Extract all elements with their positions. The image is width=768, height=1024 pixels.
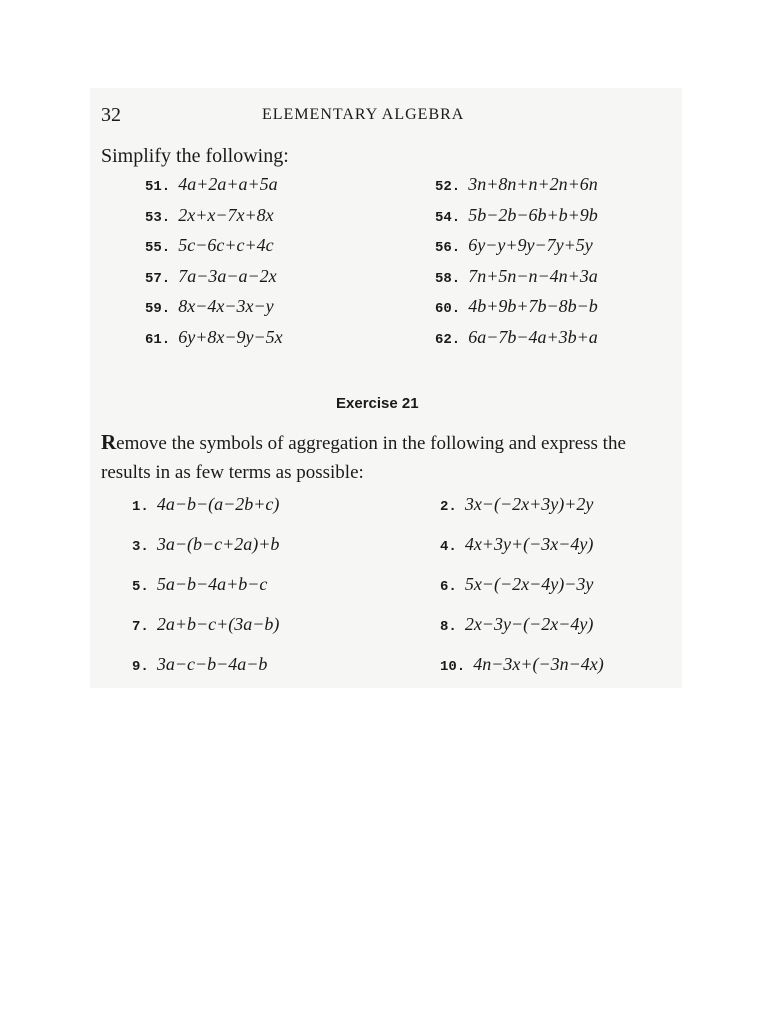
problem-number: 7. <box>132 619 149 635</box>
problem-item <box>435 327 725 358</box>
exercise-title: Exercise 21 <box>336 395 419 412</box>
problem-expression: 6y−y+9y−7y+5y <box>468 235 593 255</box>
problem-expression: 3x−(−2x+3y)+2y <box>464 494 594 514</box>
problem-item <box>145 296 435 327</box>
problem-number: 57. <box>145 270 171 287</box>
problem-number: 10. <box>440 659 466 675</box>
problem-expression: 4n−3x+(−3n−4x) <box>473 654 604 674</box>
problem-item <box>440 614 730 654</box>
problem-number: 52. <box>435 179 461 195</box>
problem-number: 54. <box>435 209 461 226</box>
problem-item <box>435 296 725 327</box>
problem-number: 5. <box>132 579 149 595</box>
problem-number: 61. <box>145 331 171 348</box>
problem-number: 4. <box>440 539 457 555</box>
problem-expression: 4b+9b+7b−8b−b <box>468 296 598 316</box>
problem-number: 55. <box>145 240 171 256</box>
problem-expression: 7n+5n−n−4n+3a <box>468 265 598 286</box>
problem-number: 3. <box>132 539 149 555</box>
problem-number: 8. <box>440 619 457 635</box>
problem-number: 56. <box>435 240 461 256</box>
page-number: 32 <box>101 104 121 126</box>
problem-expression: 8x−4x−3x−y <box>178 296 274 316</box>
problem-expression: 7a−3a−a−2x <box>178 265 277 286</box>
problem-number: 6. <box>440 579 457 595</box>
problem-expression: 5x−(−2x−4y)−3y <box>464 574 594 594</box>
problem-item <box>132 654 440 694</box>
problem-expression: 4x+3y+(−3x−4y) <box>464 534 594 554</box>
problem-item <box>132 574 440 614</box>
simplify-problem-list <box>145 174 725 357</box>
problem-item <box>145 327 435 358</box>
problem-item <box>145 174 435 205</box>
problem-number: 9. <box>132 659 149 675</box>
problem-number: 62. <box>435 331 461 348</box>
problem-item <box>145 205 435 236</box>
problem-expression: 5b−2b−6b+b+9b <box>468 204 598 225</box>
problem-item <box>435 205 725 236</box>
problem-item <box>440 654 730 694</box>
problem-expression: 3n+8n+n+2n+6n <box>468 174 598 194</box>
problem-expression: 6a−7b−4a+3b+a <box>468 326 598 347</box>
problem-number: 53. <box>145 209 171 226</box>
problem-item <box>440 534 730 574</box>
problem-item <box>145 235 435 266</box>
problem-expression: 4a+2a+a+5a <box>178 174 278 194</box>
problem-expression: 2x−3y−(−2x−4y) <box>464 614 594 634</box>
problem-number: 2. <box>440 499 457 515</box>
problem-item <box>132 614 440 654</box>
problem-item <box>145 266 435 297</box>
problem-item <box>440 494 730 534</box>
problem-expression: 5a−b−4a+b−c <box>156 574 268 594</box>
problem-item <box>132 494 440 534</box>
problem-expression: 2x+x−7x+8x <box>178 204 274 225</box>
exercise-directions: Remove the symbols of aggregation in the following and express the results in as few terms as possible: <box>101 430 626 483</box>
problem-expression: 3a−c−b−4a−b <box>156 654 268 674</box>
problem-item <box>435 174 725 205</box>
problem-item <box>440 574 730 614</box>
problem-expression: 4a−b−(a−2b+c) <box>156 494 280 514</box>
problem-expression: 5c−6c+c+4c <box>178 235 274 255</box>
problem-number: 59. <box>145 301 171 317</box>
problem-number: 60. <box>435 301 461 317</box>
problem-item <box>132 534 440 574</box>
problem-number: 1. <box>132 499 149 515</box>
problem-expression: 2a+b−c+(3a−b) <box>156 614 280 634</box>
aggregation-problem-list <box>132 494 730 694</box>
problem-number: 58. <box>435 270 461 287</box>
problem-expression: 6y+8x−9y−5x <box>178 326 283 347</box>
problem-item <box>435 266 725 297</box>
running-head: ELEMENTARY ALGEBRA <box>262 106 465 123</box>
problem-expression: 3a−(b−c+2a)+b <box>156 534 280 554</box>
problem-item <box>435 235 725 266</box>
section-instruction: Simplify the following: <box>101 145 289 167</box>
problem-number: 51. <box>145 179 171 195</box>
